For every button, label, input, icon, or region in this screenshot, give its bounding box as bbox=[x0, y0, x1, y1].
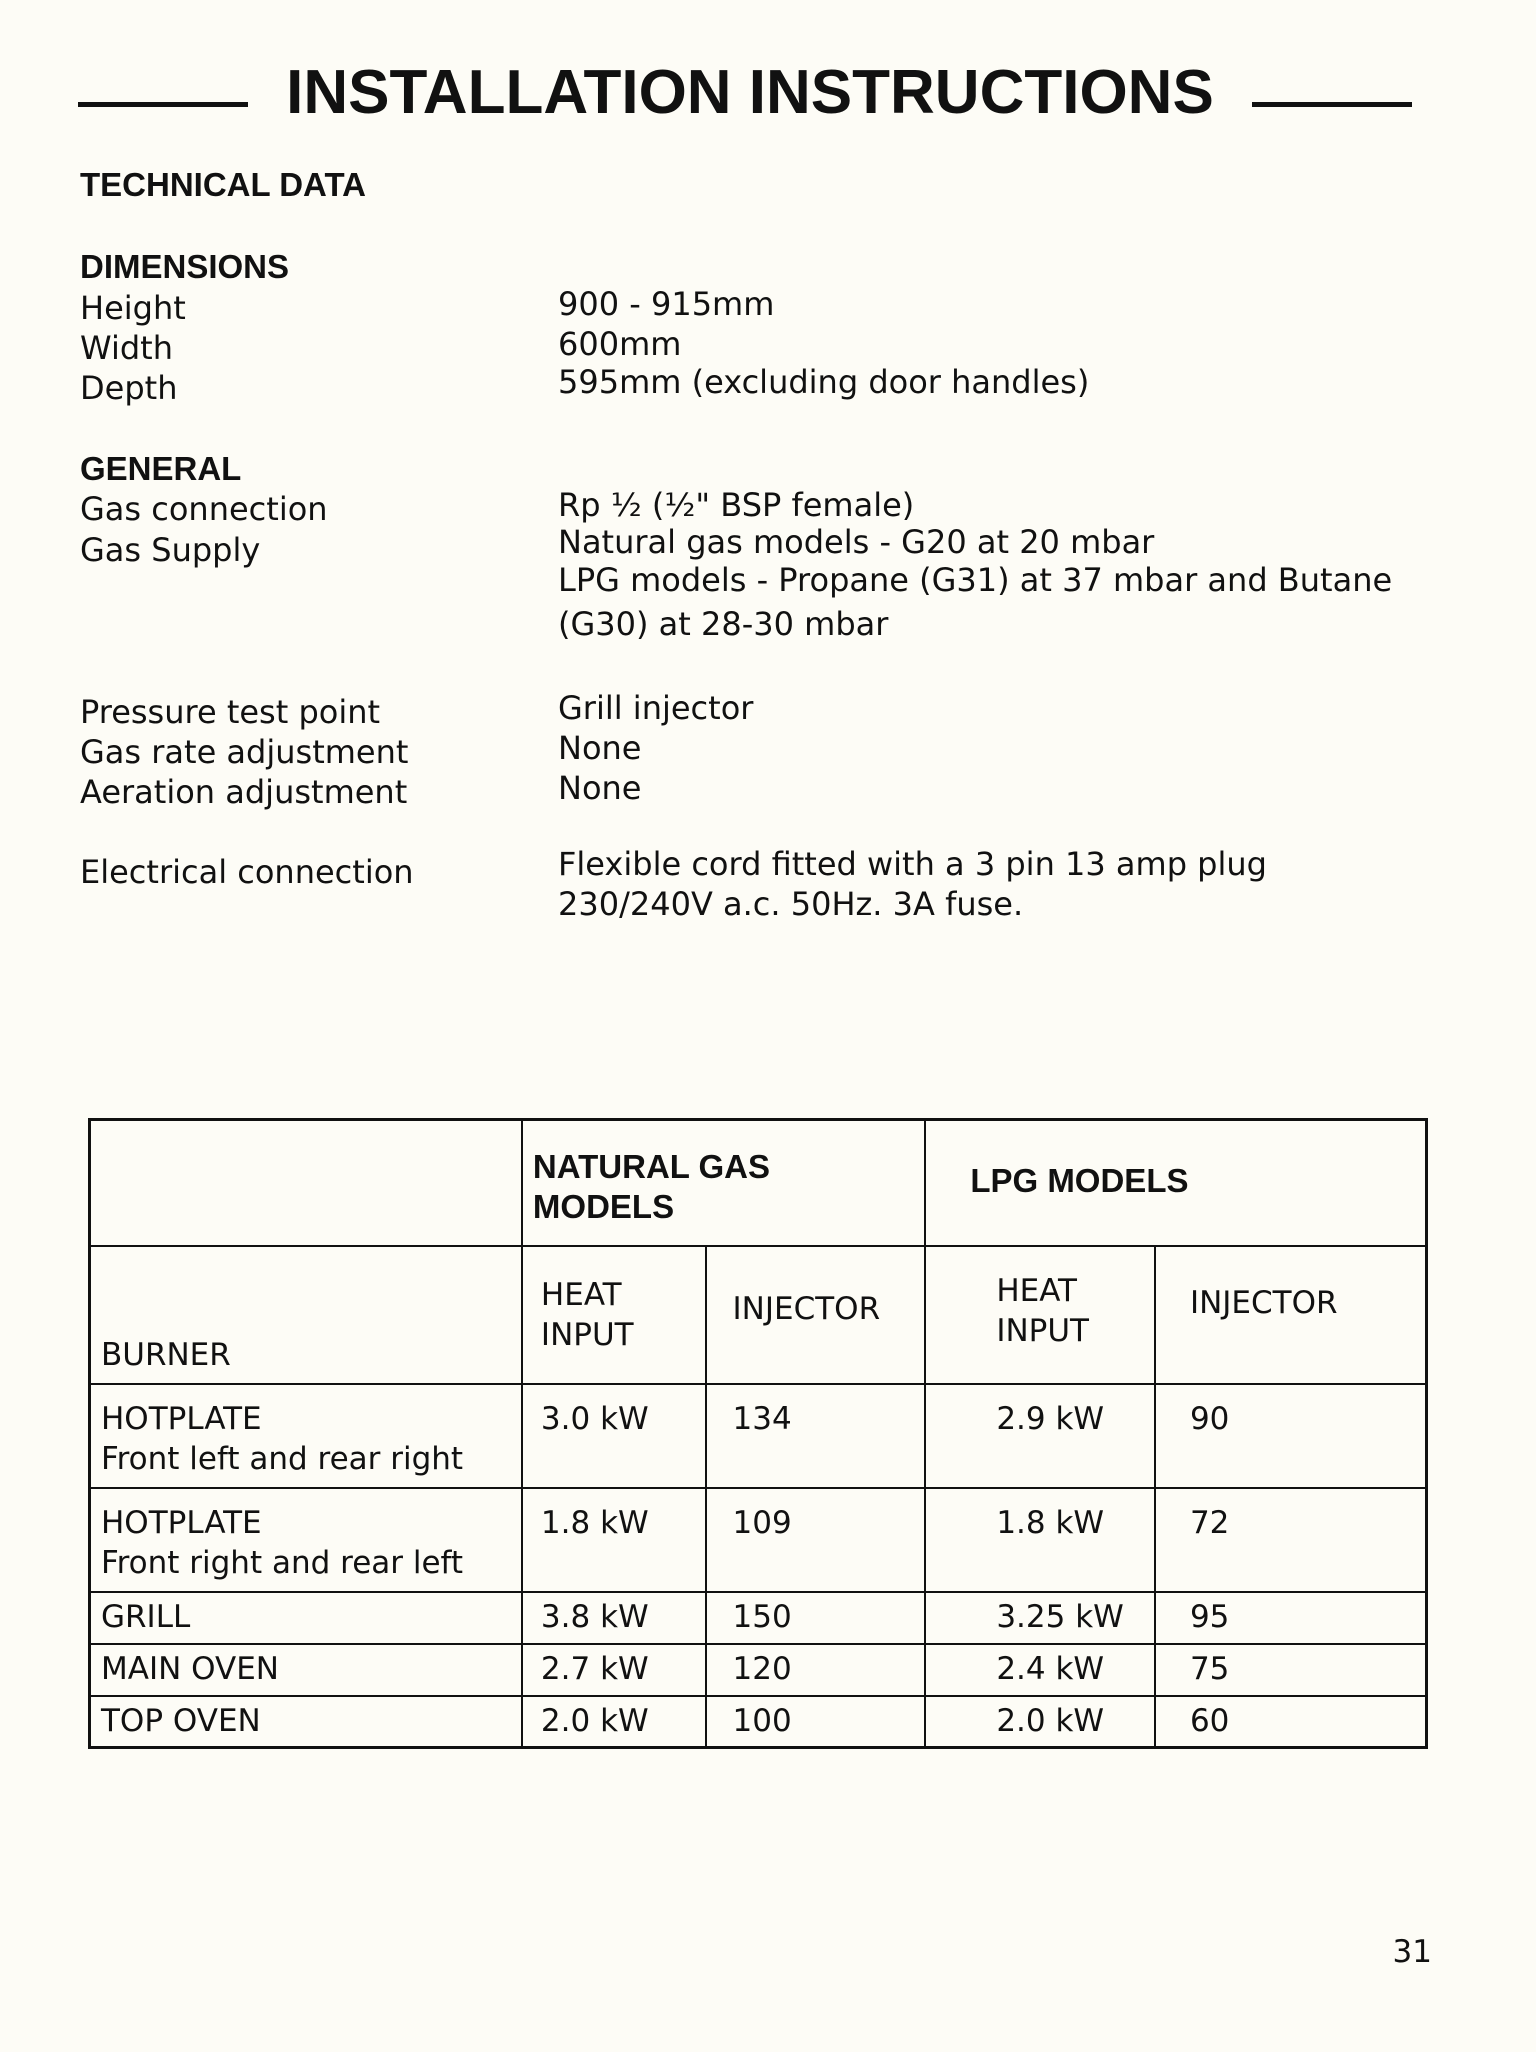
depth-value: 595mm (excluding door handles) bbox=[558, 363, 1090, 401]
gas-supply-label: Gas Supply bbox=[80, 531, 261, 569]
ng-injector: 109 bbox=[706, 1488, 926, 1592]
burner-position: Front left and rear right bbox=[101, 1440, 464, 1477]
burner-name: GRILL bbox=[90, 1592, 522, 1644]
table-corner-cell bbox=[90, 1120, 522, 1246]
gas-rate-value: None bbox=[558, 729, 642, 767]
electrical-line2: 230/240V a.c. 50Hz. 3A fuse. bbox=[558, 885, 1024, 923]
table-row bbox=[90, 1592, 1427, 1644]
burner-name: HOTPLATE bbox=[101, 1504, 262, 1541]
burner-position: Front right and rear left bbox=[101, 1544, 464, 1581]
lpg-injector: 75 bbox=[1155, 1644, 1427, 1696]
lpg-injector: 95 bbox=[1155, 1592, 1427, 1644]
ng-heat-input: 2.0 kW bbox=[522, 1696, 706, 1748]
burner-name: TOP OVEN bbox=[90, 1696, 522, 1748]
ng-heat-input-header: HEAT INPUT bbox=[522, 1246, 706, 1384]
lpg-heat-input: 3.25 kW bbox=[925, 1592, 1155, 1644]
ng-injector: 134 bbox=[706, 1384, 926, 1488]
burner-column-header: BURNER bbox=[90, 1246, 522, 1384]
burner-specs-table bbox=[88, 1118, 1428, 1749]
burner-name: MAIN OVEN bbox=[90, 1644, 522, 1696]
ng-heat-input: 3.0 kW bbox=[522, 1384, 706, 1488]
burner-name-cell bbox=[90, 1384, 522, 1488]
lpg-header: LPG MODELS bbox=[925, 1120, 1426, 1246]
width-value: 600mm bbox=[558, 325, 682, 363]
gas-connection-value: Rp ½ (½" BSP female) bbox=[558, 486, 915, 524]
header-rule-left bbox=[78, 102, 248, 107]
header-rule-right bbox=[1252, 102, 1412, 107]
height-value: 900 - 915mm bbox=[558, 285, 775, 323]
lpg-heat-input: 2.4 kW bbox=[925, 1644, 1155, 1696]
lpg-heat-input-header: HEAT INPUT bbox=[925, 1246, 1155, 1384]
depth-label: Depth bbox=[80, 369, 178, 407]
lpg-injector: 60 bbox=[1155, 1696, 1427, 1748]
technical-data-heading: TECHNICAL DATA bbox=[80, 166, 366, 203]
table-row bbox=[90, 1384, 1427, 1488]
table-row bbox=[90, 1696, 1427, 1748]
aeration-label: Aeration adjustment bbox=[80, 773, 408, 811]
table-subheader-row bbox=[90, 1246, 1427, 1384]
aeration-value: None bbox=[558, 769, 642, 807]
burner-name: HOTPLATE bbox=[101, 1400, 262, 1437]
pressure-test-value: Grill injector bbox=[558, 689, 754, 727]
natural-gas-header: NATURAL GAS MODELS bbox=[522, 1120, 925, 1246]
lpg-heat-input: 2.0 kW bbox=[925, 1696, 1155, 1748]
gas-supply-line2: LPG models - Propane (G31) at 37 mbar and Butane bbox=[558, 561, 1393, 599]
burner-name-cell bbox=[90, 1488, 522, 1592]
ng-heat-input: 2.7 kW bbox=[522, 1644, 706, 1696]
ng-injector: 120 bbox=[706, 1644, 926, 1696]
ng-injector-header: INJECTOR bbox=[706, 1246, 926, 1384]
electrical-line1: Flexible cord fitted with a 3 pin 13 amp plug bbox=[558, 845, 1267, 883]
page-header bbox=[78, 52, 1412, 132]
lpg-injector-header: INJECTOR bbox=[1155, 1246, 1427, 1384]
lpg-injector: 90 bbox=[1155, 1384, 1427, 1488]
table-row bbox=[90, 1488, 1427, 1592]
width-label: Width bbox=[80, 329, 173, 367]
lpg-heat-input: 2.9 kW bbox=[925, 1384, 1155, 1488]
lpg-heat-input: 1.8 kW bbox=[925, 1488, 1155, 1592]
page-number: 31 bbox=[1392, 1934, 1432, 1970]
dimensions-heading: DIMENSIONS bbox=[80, 248, 290, 285]
pressure-test-label: Pressure test point bbox=[80, 693, 381, 731]
page-title: INSTALLATION INSTRUCTIONS bbox=[286, 57, 1214, 127]
ng-injector: 100 bbox=[706, 1696, 926, 1748]
ng-injector: 150 bbox=[706, 1592, 926, 1644]
ng-heat-input: 3.8 kW bbox=[522, 1592, 706, 1644]
gas-rate-label: Gas rate adjustment bbox=[80, 733, 409, 771]
gas-connection-label: Gas connection bbox=[80, 490, 328, 528]
electrical-label: Electrical connection bbox=[80, 853, 414, 891]
ng-heat-input: 1.8 kW bbox=[522, 1488, 706, 1592]
gas-supply-line3: (G30) at 28-30 mbar bbox=[558, 605, 889, 643]
lpg-injector: 72 bbox=[1155, 1488, 1427, 1592]
general-heading: GENERAL bbox=[80, 450, 242, 487]
height-label: Height bbox=[80, 289, 186, 327]
table-row bbox=[90, 1644, 1427, 1696]
gas-supply-line1: Natural gas models - G20 at 20 mbar bbox=[558, 523, 1155, 561]
table-header-row bbox=[90, 1120, 1427, 1246]
